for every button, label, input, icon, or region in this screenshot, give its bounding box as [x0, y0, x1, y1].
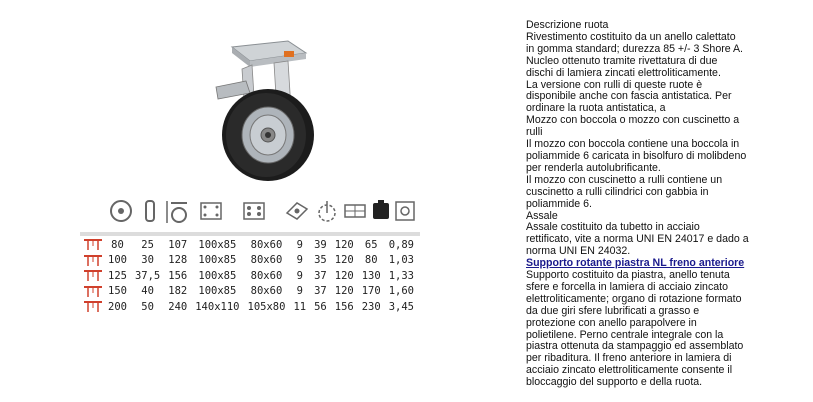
description-line: Il mozzo con boccola contiene una boccola in	[526, 138, 740, 151]
support-description-line: per ribaditura. Il freno anteriore in lamiera di	[526, 352, 732, 365]
support-description	[526, 270, 796, 389]
bolt-hole-diameter-icon	[283, 197, 311, 225]
table-cell: 107	[168, 238, 188, 251]
support-description-line: acciaio zincato elettroliticamente consente il	[526, 364, 733, 377]
description-panel	[526, 20, 796, 389]
description-line: La versione con rulli di queste ruote è	[526, 78, 703, 91]
description-line: per renderla autolubrificante.	[526, 161, 661, 174]
table-cell: 140x110	[195, 300, 240, 313]
description-line: Rivestimento costituito da un anello calettato	[526, 30, 736, 43]
table-cell: 182	[168, 285, 188, 298]
table-cell: 9	[296, 269, 303, 282]
table-row	[104, 268, 418, 284]
description-line: cuscinetto a rulli cilindrici con gabbia in	[526, 185, 709, 198]
description-line: dischi di lamiera zincati elettroliticamente.	[526, 66, 721, 79]
table-cell: 125	[108, 269, 127, 282]
table-cell: 100	[108, 254, 127, 267]
support-description-line: elettroliticamente; organo di rotazione formato	[526, 292, 742, 305]
description-body	[526, 32, 796, 258]
table-cell: 80x60	[250, 285, 283, 298]
table-cell: 120	[334, 285, 354, 298]
table-cell: 105x80	[247, 300, 286, 313]
table-cell: 1,03	[388, 254, 414, 267]
table-cell: 3,45	[388, 300, 414, 313]
table-cell: 100x85	[198, 285, 237, 298]
description-line: in gomma standard; durezza 85 +/- 3 Shore A.	[526, 42, 744, 55]
table-cell: 170	[361, 285, 381, 298]
table-cell: 40	[141, 285, 154, 298]
caster-row-icon	[82, 285, 104, 299]
table-row	[104, 299, 418, 315]
table-cell: 80	[111, 238, 124, 251]
table-cell: 200	[108, 300, 127, 313]
table-cell: 30	[141, 254, 154, 267]
table-cell: 37	[314, 285, 327, 298]
table-row	[104, 253, 418, 269]
table-cell: 150	[108, 285, 127, 298]
swivel-radius-icon	[313, 197, 341, 225]
table-cell: 230	[361, 300, 381, 313]
support-description-line: bloccaggio del supporto e della ruota.	[526, 376, 703, 389]
overall-height-icon	[163, 197, 191, 225]
wheel-diameter-icon	[107, 197, 135, 225]
weight-icon	[391, 197, 419, 225]
description-heading: Descrizione ruota	[526, 19, 609, 31]
table-cell: 50	[141, 300, 154, 313]
table-cell: 9	[296, 254, 303, 267]
description-line: poliammide 6.	[526, 197, 592, 210]
table-cell: 156	[168, 269, 188, 282]
table-cell: 1,33	[388, 269, 414, 282]
support-description-line: Supporto costituito da piastra, anello tenuta	[526, 269, 730, 282]
table-cell: 80x60	[250, 254, 283, 267]
spec-table	[104, 237, 418, 315]
table-cell: 65	[364, 238, 378, 251]
table-cell: 9	[296, 238, 303, 251]
table-cell: 80	[364, 254, 378, 267]
table-cell: 11	[293, 300, 307, 313]
plate-size-icon	[197, 197, 225, 225]
description-line: Nucleo ottenuto tramite rivettatura di due	[526, 54, 718, 67]
caster-row-icon	[82, 300, 104, 314]
table-cell: 120	[334, 269, 354, 282]
table-cell: 35	[314, 254, 327, 267]
caster-row-icon	[82, 238, 104, 252]
table-cell: 100x85	[198, 238, 237, 251]
spec-header-icons	[105, 197, 415, 229]
support-description-line: sfere e forcella in lamiera di acciaio zincato	[526, 280, 728, 293]
wheel-width-icon	[136, 197, 164, 225]
description-line: norma UNI EN 24032.	[526, 245, 631, 258]
table-row	[104, 284, 418, 300]
table-row	[104, 237, 418, 253]
table-cell: 120	[334, 254, 354, 267]
spec-header-divider	[80, 232, 420, 236]
support-description-line: polietilene. Perno centrale integrale con la	[526, 328, 724, 341]
support-description-line: protezione con anello parapolvere in	[526, 316, 697, 329]
table-cell: 100x85	[198, 254, 237, 267]
table-cell: 56	[314, 300, 327, 313]
description-line: Assale	[526, 209, 558, 222]
table-cell: 80x60	[250, 238, 283, 251]
description-line: rettificato, vite a norma UNI EN 24017 e dado a	[526, 233, 749, 246]
caster-product-image	[190, 35, 330, 185]
caster-row-icon	[82, 269, 104, 283]
description-line: Mozzo con boccola o mozzo con cuscinetto a	[526, 114, 740, 127]
description-line: rulli	[526, 126, 543, 139]
support-link[interactable]: Supporto rotante piastra NL freno anteriore	[526, 257, 745, 270]
support-description-line: da due giri sfere lubrificati a grasso e	[526, 304, 700, 317]
description-line: ordinare la ruota antistatica, a	[526, 102, 666, 115]
table-cell: 25	[141, 238, 154, 251]
description-line: Il mozzo con cuscinetto a rulli contiene un	[526, 173, 723, 186]
table-cell: 9	[296, 285, 303, 298]
table-cell: 0,89	[388, 238, 414, 251]
description-line: disponibile anche con fascia antistatica. Per	[526, 90, 732, 103]
table-cell: 240	[168, 300, 188, 313]
table-cell: 80x60	[250, 269, 283, 282]
description-line: Assale costituito da tubetto in acciaio	[526, 221, 700, 234]
table-cell: 120	[334, 238, 354, 251]
support-description-line: piastra ottenuta da stampaggio ed assemblato	[526, 340, 744, 353]
table-cell: 100x85	[198, 269, 237, 282]
table-cell: 156	[334, 300, 354, 313]
table-cell: 37	[314, 269, 327, 282]
table-cell: 130	[361, 269, 381, 282]
description-line: poliammide 6 caricata in bisolfuro di molibdeno	[526, 149, 747, 162]
offset-icon	[341, 197, 369, 225]
table-cell: 37,5	[134, 269, 161, 282]
table-cell: 39	[314, 238, 327, 251]
table-cell: 128	[168, 254, 188, 267]
table-cell: 1,60	[388, 285, 414, 298]
caster-row-icon	[82, 254, 104, 268]
bolt-hole-spacing-icon	[240, 197, 268, 225]
